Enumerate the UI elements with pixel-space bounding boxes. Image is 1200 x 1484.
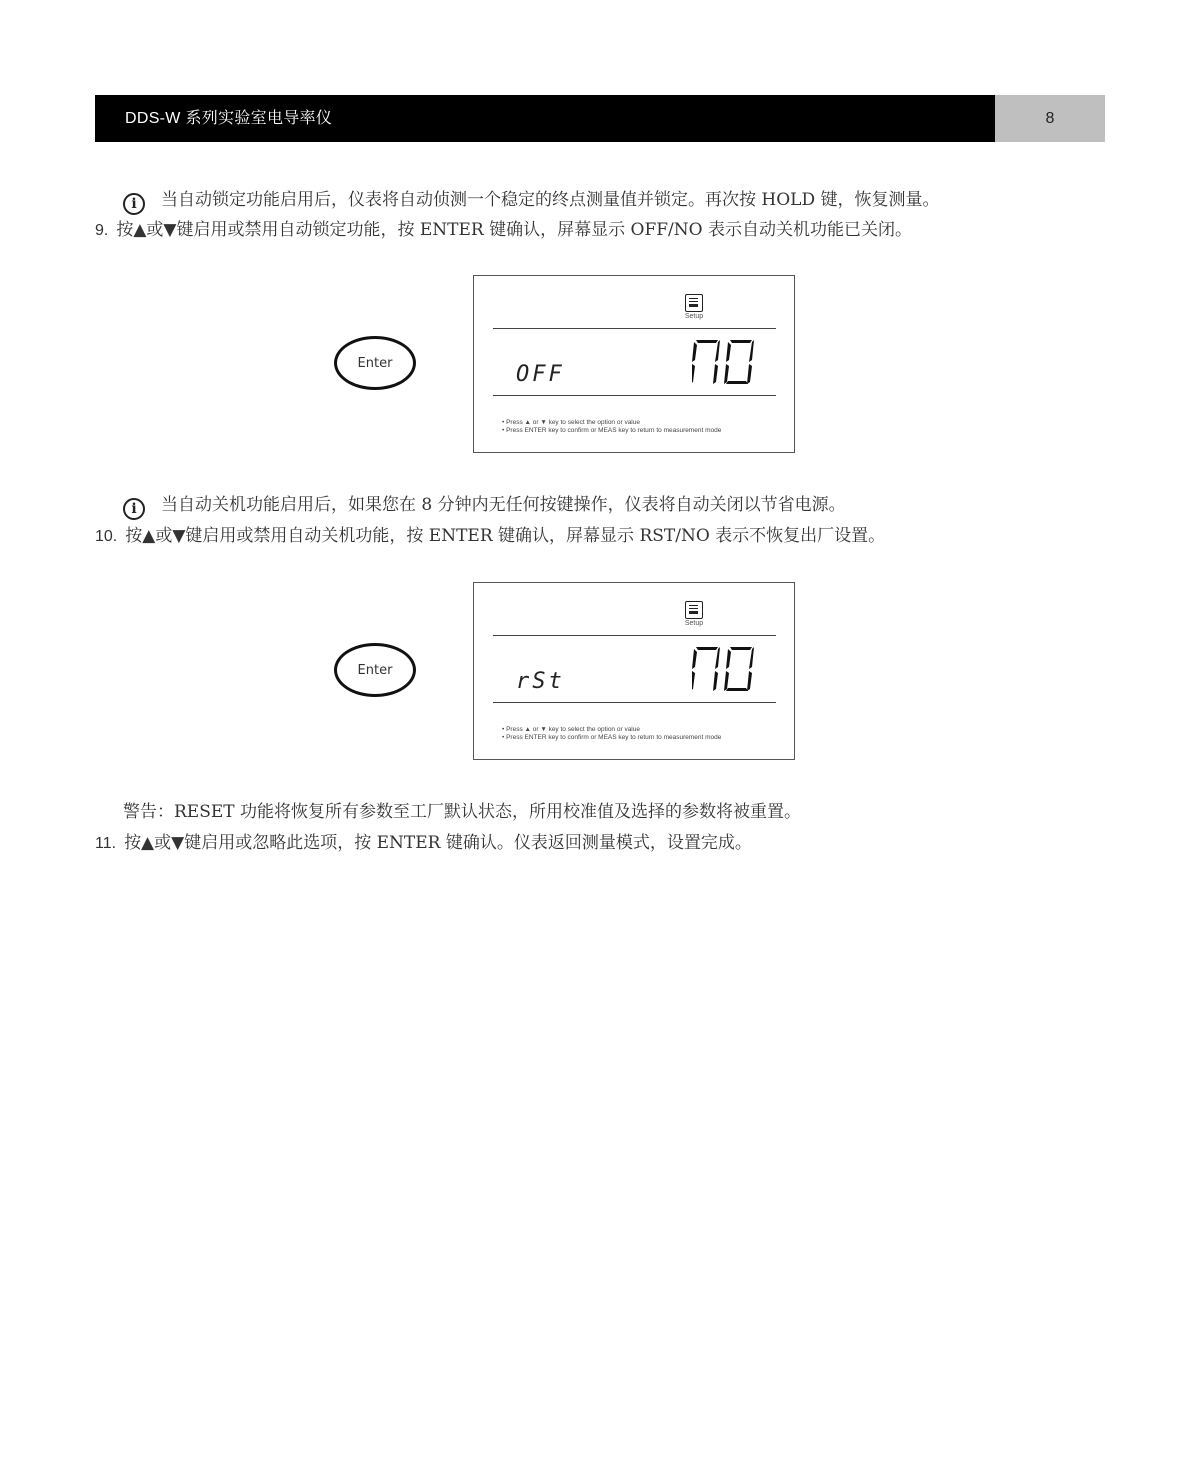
setup-label: Setup [684, 313, 704, 320]
setup-label: Setup [684, 620, 704, 627]
step-text: 按▲或▼键启用或禁用自动锁定功能，按 ENTER 键确认，屏幕显示 OFF/NO 表示自动关机功能已关闭。 [116, 220, 913, 240]
lcd-small-segment-text: OFF [516, 362, 565, 387]
lcd-divider [493, 395, 776, 396]
info-note-auto-off [123, 493, 846, 520]
info-icon: i [123, 498, 145, 520]
step-9 [95, 218, 912, 243]
setup-icon [685, 601, 703, 619]
lcd-instruction-line: • Press ▲ or ▼ key to select the option or value [502, 419, 640, 426]
step-number: 10. [95, 528, 118, 545]
enter-key-illustration [334, 336, 416, 390]
lcd-instruction-line: • Press ENTER key to confirm or MEAS key to return to measurement mode [502, 734, 722, 741]
step-number: 9. [95, 222, 109, 239]
lcd-display-off-no [473, 275, 795, 453]
lcd-big-segment-no [692, 645, 754, 693]
lcd-divider [493, 702, 776, 703]
lcd-divider [493, 328, 776, 329]
lcd-instructions [502, 419, 721, 435]
enter-key-label: Enter [357, 662, 393, 678]
step-11 [95, 831, 752, 856]
step-text: 按▲或▼键启用或禁用自动关机功能，按 ENTER 键确认，屏幕显示 RST/NO 表示不恢复出厂设置。 [125, 526, 886, 546]
lcd-big-segment-no [692, 338, 754, 386]
setup-indicator [682, 601, 706, 627]
document-title: DDS-W 系列实验室电导率仪 [95, 95, 995, 142]
enter-key-label: Enter [357, 355, 393, 371]
lcd-display-rst-no [473, 582, 795, 760]
warning-text: 警告：RESET 功能将恢复所有参数至工厂默认状态，所用校准值及选择的参数将被重置。 [123, 802, 802, 822]
lcd-instructions [502, 726, 721, 742]
note-text: 当自动锁定功能启用后，仪表将自动侦测一个稳定的终点测量值并锁定。再次按 HOLD 键，恢复测量。 [161, 190, 940, 210]
lcd-instruction-line: • Press ▲ or ▼ key to select the option or value [502, 726, 640, 733]
step-10 [95, 524, 885, 549]
info-icon: i [123, 193, 145, 215]
warning-reset [123, 800, 801, 824]
lcd-small-segment-text: rSt [516, 669, 565, 694]
page-header [95, 95, 1105, 142]
setup-indicator [682, 294, 706, 320]
info-note-auto-hold [123, 188, 940, 215]
note-text: 当自动关机功能启用后，如果您在 8 分钟内无任何按键操作，仪表将自动关闭以节省电源。 [161, 495, 846, 515]
page-number: 8 [995, 95, 1105, 142]
lcd-instruction-line: • Press ENTER key to confirm or MEAS key to return to measurement mode [502, 427, 722, 434]
setup-icon [685, 294, 703, 312]
enter-key-illustration [334, 643, 416, 697]
step-number: 11. [95, 835, 117, 852]
lcd-divider [493, 635, 776, 636]
step-text: 按▲或▼键启用或忽略此选项，按 ENTER 键确认。仪表返回测量模式，设置完成。 [124, 833, 752, 853]
